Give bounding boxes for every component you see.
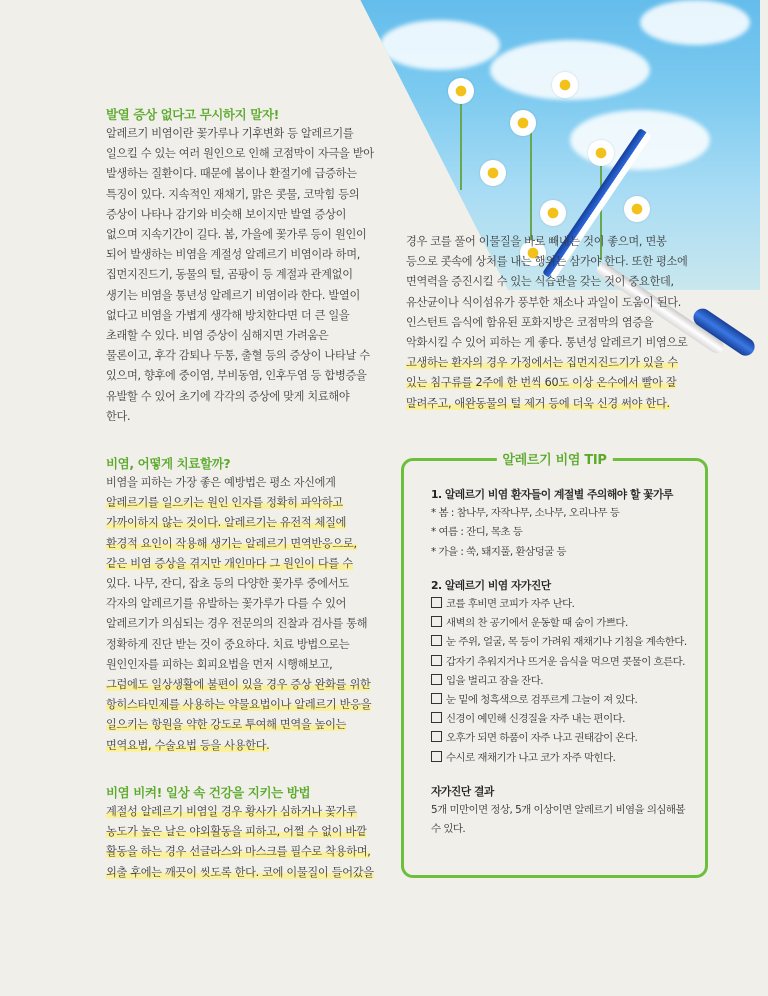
checkbox-icon	[431, 635, 442, 646]
highlighted-line: 계절성 알레르기 비염일 경우 황사가 심하거나 꽃가루	[106, 805, 357, 818]
checklist-item: 눈 주위, 얼굴, 목 등이 가려워 재채기나 기침을 계속한다.	[431, 633, 701, 652]
checkbox-icon	[431, 751, 442, 762]
body-line: 없으며 지속기간이 길다. 봄, 가을에 꽃가루 등이 원인이	[106, 228, 367, 242]
body-line: 인스턴트 음식에 함유된 포화지방은 코점막의 염증을	[406, 315, 654, 329]
section-symptoms	[106, 106, 376, 427]
section-body	[106, 802, 376, 883]
body-line: 각자의 알레르기를 유발하는 꽃가루가 다를 수 있어	[106, 597, 347, 611]
body-line: 있다. 나무, 잔디, 잡초 등의 다양한 꽃가루 중에서도	[106, 577, 349, 591]
section-treatment	[106, 455, 376, 756]
highlighted-line: 활동을 하는 경우 선글라스와 마스크를 필수로 착용하며,	[106, 845, 371, 859]
section-prevention	[106, 784, 376, 883]
checklist-item: 오후가 되면 하품이 자주 나고 권태감이 온다.	[431, 729, 701, 748]
checklist-item: 수시로 재채기가 나고 코가 자주 막힌다.	[431, 749, 701, 768]
body-line: 특징이 있다. 지속적인 재채기, 맑은 콧물, 코막힘 등의	[106, 187, 360, 201]
season-item: * 여름 : 잔디, 목초 등	[431, 526, 523, 539]
section-body	[106, 473, 376, 756]
checkbox-icon	[431, 731, 442, 742]
highlighted-line: 가까이하지 않는 것이다. 알레르기는 유전적 체질에	[106, 516, 347, 530]
highlighted-line: 있는 침구류를 2주에 한 번씩 60도 이상 온수에서 빨아 잘	[406, 376, 677, 390]
section-prevention-continued	[406, 232, 706, 414]
checklist-item: 신경이 예민해 신경질을 자주 내는 편이다.	[431, 710, 701, 729]
body-line: 면역력을 증진시킬 수 있는 식습관을 갖는 것이 중요한데,	[406, 275, 674, 289]
body-line: 비염을 피하는 가장 좋은 예방법은 평소 자신에게	[106, 476, 336, 489]
highlighted-line: 농도가 높은 날은 야외활동을 피하고, 어쩔 수 없이 바깥	[106, 825, 367, 839]
checklist-item: 갑자기 추워지거나 뜨거운 음식을 먹으면 콧물이 흐른다.	[431, 653, 701, 672]
checklist-item: 입을 벌리고 잠을 잔다.	[431, 672, 701, 691]
body-line: 악화시킬 수 있어 피하는 게 좋다. 통년성 알레르기 비염으로	[406, 336, 688, 350]
tip-body	[431, 485, 701, 839]
highlighted-line: 고생하는 환자의 경우 가정에서는 집먼지진드기가 있을 수	[406, 356, 678, 370]
highlighted-line: 항히스타민제를 사용하는 약물요법이나 알레르기 반응을	[106, 698, 372, 712]
tip-box	[401, 453, 708, 878]
body-line: 정확하게 진단 받는 것이 중요하다. 치료 방법으로는	[106, 637, 350, 651]
section-heading: 비염, 어떻게 치료할까?	[106, 456, 231, 471]
body-line: 없다고 비염을 가볍게 생각해 방치한다면 더 큰 일을	[106, 308, 350, 322]
result-line: 수 있다.	[431, 823, 466, 836]
body-line: 알레르기 비염이란 꽃가루나 기후변화 등 알레르기를	[106, 127, 354, 140]
tip-part1-heading: 1. 알레르기 비염 환자들이 계절별 주의해야 할 꽃가루	[431, 488, 673, 501]
section-heading: 비염 비켜! 일상 속 건강을 지키는 방법	[106, 785, 311, 800]
result-line: 5개 미만이면 정상, 5개 이상이면 알레르기 비염을 의심해볼	[431, 804, 686, 817]
season-item: * 봄 : 참나무, 자작나무, 소나무, 오리나무 등	[431, 507, 620, 520]
checkbox-icon	[431, 655, 442, 666]
checklist-item: 새벽의 찬 공기에서 운동할 때 숨이 가쁘다.	[431, 614, 701, 633]
body-line: 발생하는 질환이다. 때문에 봄이나 환절기에 급증하는	[106, 167, 357, 181]
section-body	[106, 124, 376, 427]
result-heading: 자가진단 결과	[431, 784, 494, 798]
checkbox-icon	[431, 674, 442, 685]
body-line: 증상이 나타나 감기와 비슷해 보이지만 발열 증상이	[106, 207, 347, 221]
checkbox-icon	[431, 712, 442, 723]
body-line: 알레르기가 의심되는 경우 전문의의 진찰과 검사를 통해	[106, 617, 368, 631]
highlighted-line: 일으키는 항원을 약한 강도로 투여해 면역을 높이는	[106, 718, 347, 732]
section-heading: 발열 증상 없다고 무시하지 말자!	[106, 107, 279, 122]
season-item: * 가을 : 쑥, 돼지풀, 환삼덩굴 등	[431, 545, 567, 558]
checklist-item: 눈 밑에 청흑색으로 검푸르게 그늘이 져 있다.	[431, 691, 701, 710]
checklist-item: 코를 후비면 코피가 자주 난다.	[431, 595, 701, 614]
body-line: 있으며, 향후에 중이염, 부비동염, 인후두염 등 합병증을	[106, 369, 367, 383]
body-line: 물론이고, 후각 감퇴나 두통, 출혈 등의 증상이 나타날 수	[106, 349, 370, 363]
tip-part2-heading: 2. 알레르기 비염 자가진단	[431, 578, 551, 592]
highlighted-line: 면역요법, 수술요법 등을 사용한다.	[106, 738, 270, 752]
highlighted-line: 같은 비염 증상을 겪지만 개인마다 그 원인이 다를 수	[106, 556, 353, 570]
body-line: 유산균이나 식이섬유가 풍부한 채소나 과일이 도움이 된다.	[406, 295, 681, 309]
checkbox-icon	[431, 597, 442, 608]
body-line: 되어 발생하는 비염을 계절성 알레르기 비염이라 하며,	[106, 248, 360, 262]
tip-title: 알레르기 비염 TIP	[496, 449, 612, 468]
body-line: 원인인자를 피하는 회피요법을 먼저 시행해보고,	[106, 657, 333, 671]
body-line: 유발할 수 있어 초기에 각각의 증상에 맞게 치료해야	[106, 389, 350, 403]
body-line: 일으킬 수 있는 여러 원인으로 인해 코점막이 자극을 받아	[106, 147, 374, 161]
body-line: 경우 코를 풀어 이물질을 바로 빼내는 것이 좋으며, 면봉	[406, 235, 667, 248]
highlighted-line: 알레르기를 일으키는 원인 인자를 정확히 파악하고	[106, 496, 343, 510]
body-line: 집먼지진드기, 동물의 털, 곰팡이 등 계절과 관계없이	[106, 268, 353, 282]
checkbox-icon	[431, 693, 442, 704]
body-line: 생기는 비염을 통년성 알레르기 비염이라 한다. 발열이	[106, 288, 360, 302]
highlighted-line: 말려주고, 애완동물의 털 제거 등에 더욱 신경 써야 한다.	[406, 396, 670, 410]
highlighted-line: 외출 후에는 깨끗이 씻도록 한다. 코에 이물질이 들어갔을	[106, 865, 374, 879]
body-line: 등으로 콧속에 상처를 내는 행위는 삼가야 한다. 또한 평소에	[406, 255, 688, 269]
body-line: 한다.	[106, 409, 131, 423]
checkbox-icon	[431, 616, 442, 627]
highlighted-line: 그럼에도 일상생활에 불편이 있을 경우 증상 완화를 위한	[106, 678, 371, 692]
highlighted-line: 환경적 요인이 작용해 생기는 알레르기 면역반응으로,	[106, 536, 357, 550]
body-line: 초래할 수 있다. 비염 증상이 심해지면 가려움은	[106, 329, 329, 343]
